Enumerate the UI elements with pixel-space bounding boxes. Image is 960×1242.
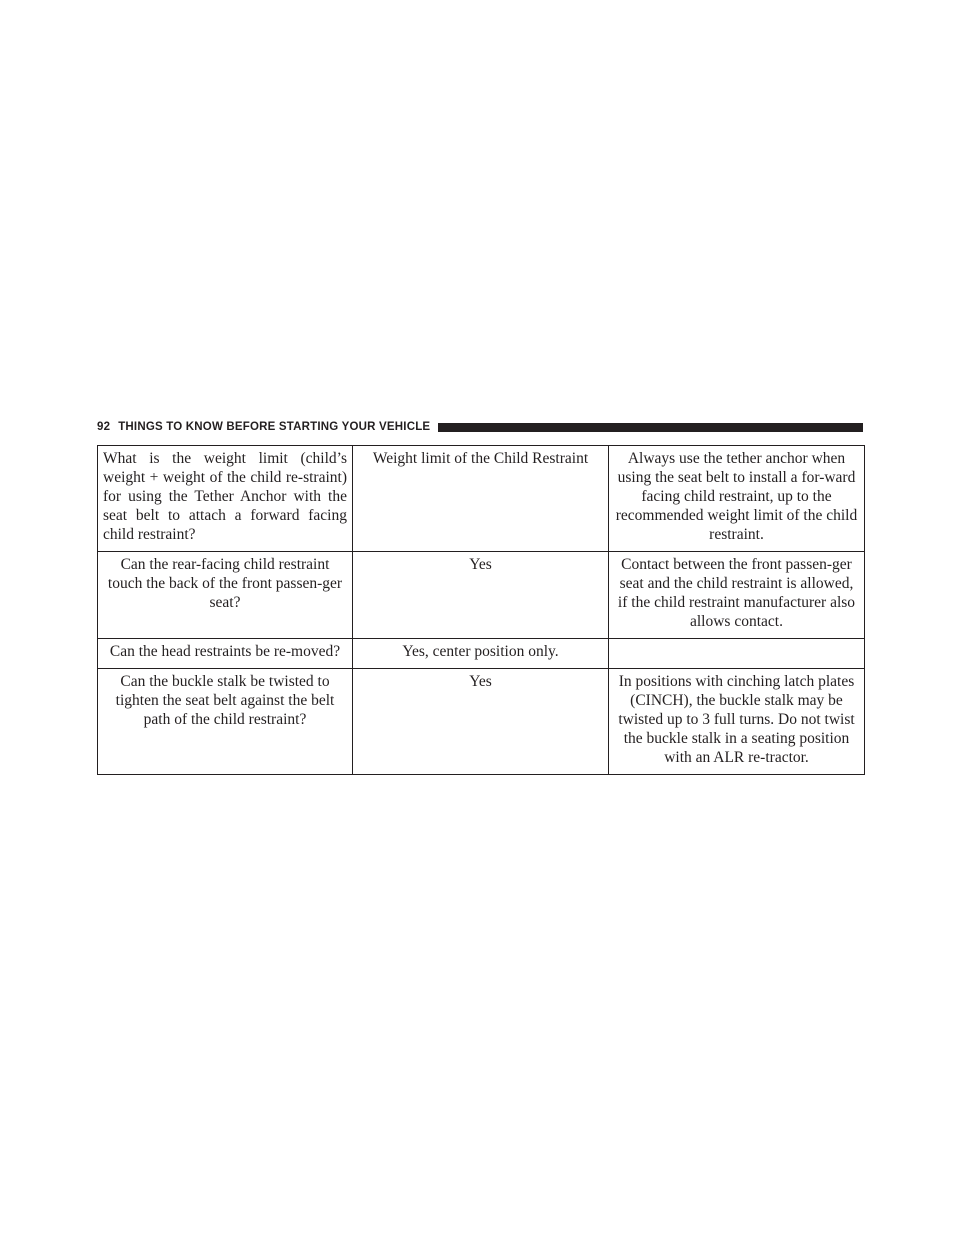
note-cell bbox=[609, 639, 865, 669]
section-title: THINGS TO KNOW BEFORE STARTING YOUR VEHICLE bbox=[118, 421, 431, 433]
page-header bbox=[97, 418, 863, 436]
table-row bbox=[98, 639, 865, 669]
table-row bbox=[98, 669, 865, 775]
table-row bbox=[98, 446, 865, 552]
header-rule bbox=[438, 423, 863, 432]
question-cell: Can the head restraints be re-moved? bbox=[98, 639, 353, 669]
answer-cell: Yes, center position only. bbox=[353, 639, 609, 669]
note-cell: In positions with cinching latch plates (CINCH), the buckle stalk may be twisted up to 3 full turns. Do not twist the buckle stalk in a seating position with an ALR re-tractor. bbox=[609, 669, 865, 775]
note-cell: Always use the tether anchor when using the seat belt to install a for-ward facing child restraint, up to the recommended weight limit of the child restraint. bbox=[609, 446, 865, 552]
note-cell: Contact between the front passen-ger seat and the child restraint is allowed, if the child restraint manufacturer also allows contact. bbox=[609, 552, 865, 639]
answer-cell: Yes bbox=[353, 669, 609, 775]
page-number: 92 bbox=[97, 421, 111, 433]
question-cell: What is the weight limit (child’s weight + weight of the child re-straint) for using the Tether Anchor with the seat belt to attach a forward facing child restraint? bbox=[98, 446, 353, 552]
question-cell: Can the rear-facing child restraint touch the back of the front passen-ger seat? bbox=[98, 552, 353, 639]
answer-cell: Weight limit of the Child Restraint bbox=[353, 446, 609, 552]
table-row bbox=[98, 552, 865, 639]
answer-cell: Yes bbox=[353, 552, 609, 639]
question-cell: Can the buckle stalk be twisted to tighten the seat belt against the belt path of the child restraint? bbox=[98, 669, 353, 775]
child-restraint-faq-table bbox=[97, 445, 865, 775]
